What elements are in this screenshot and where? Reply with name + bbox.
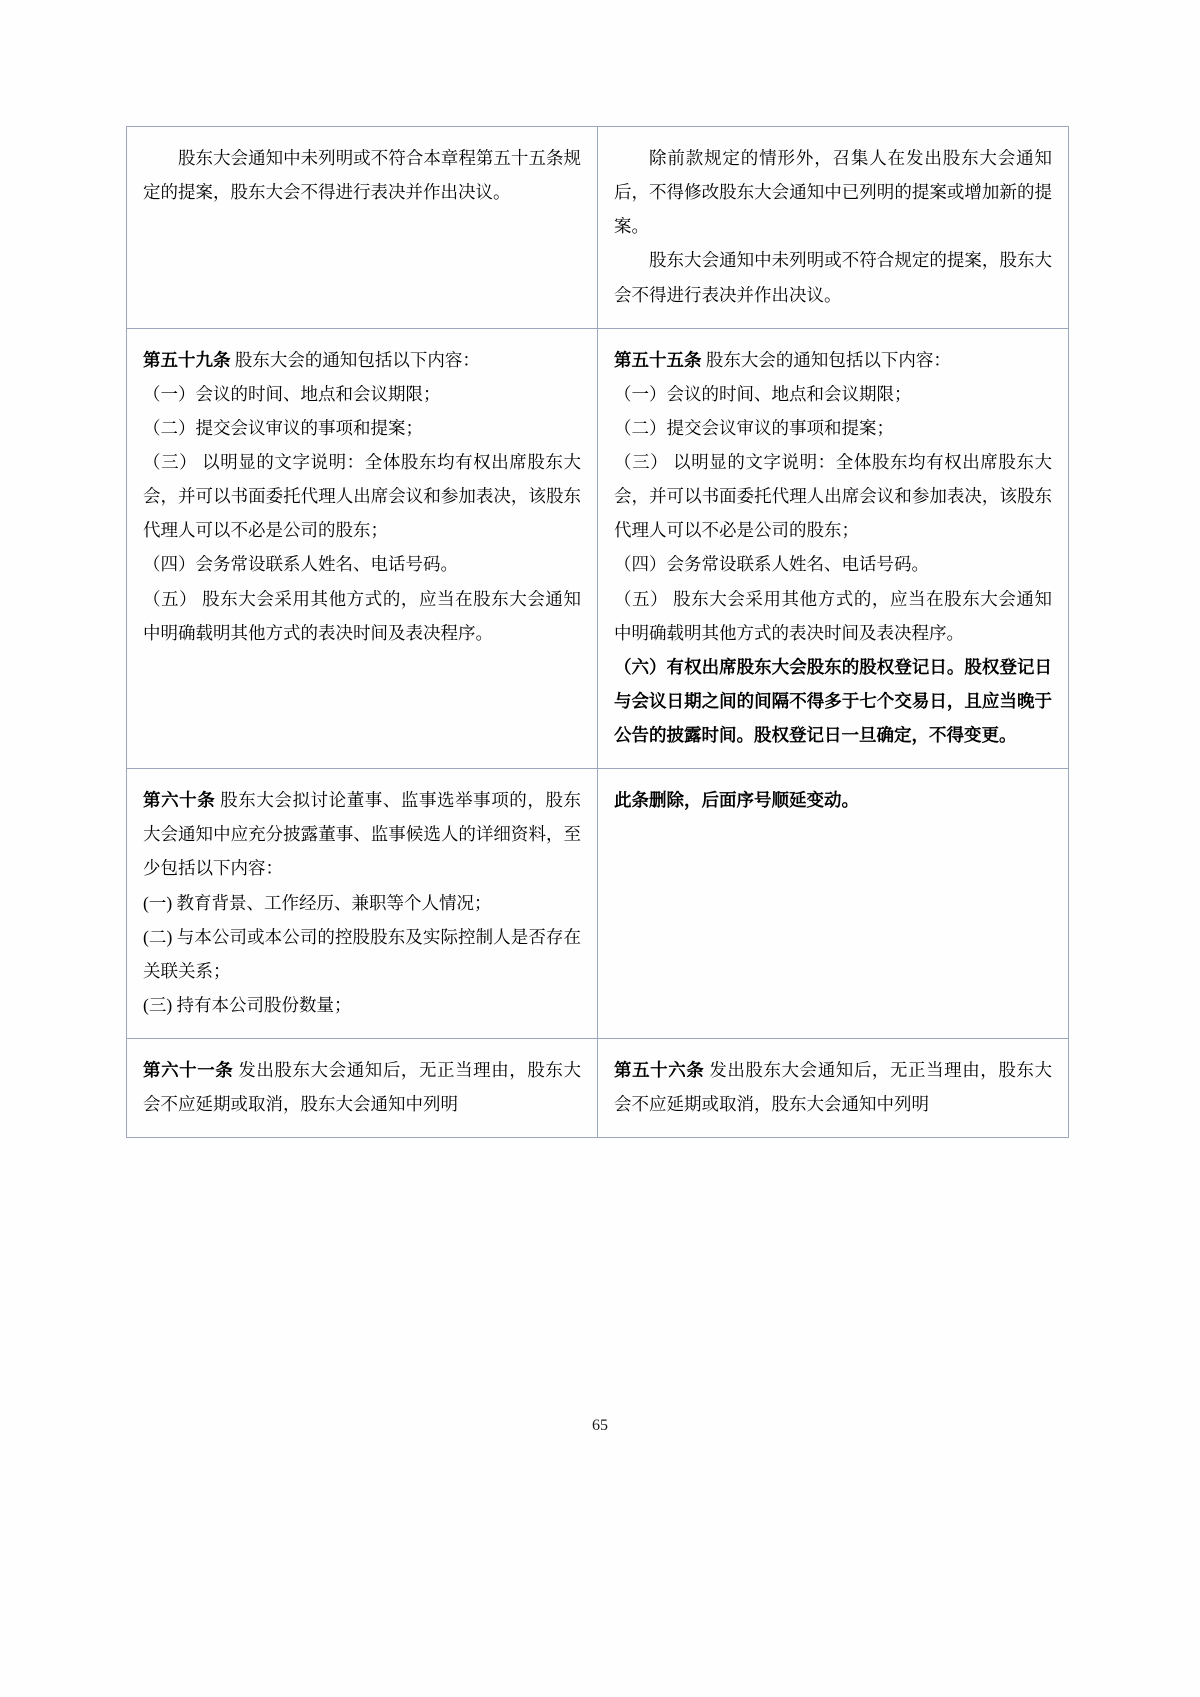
paragraph: （二）提交会议审议的事项和提案； (614, 417, 894, 438)
article-heading-paragraph (614, 1053, 1052, 1121)
article-heading-paragraph (614, 343, 1052, 377)
paragraph: （四）会务常设联系人姓名、电话号码。 (143, 554, 458, 575)
paragraph: （一）会议的时间、地点和会议期限； (143, 383, 441, 404)
table-row (127, 1039, 1069, 1138)
article-number: 第五十五条 (614, 349, 702, 370)
article-text: 股东大会的通知包括以下内容： (701, 349, 951, 370)
table-cell-left (127, 127, 598, 329)
article-text: 股东大会的通知包括以下内容： (230, 349, 480, 370)
paragraph: （三） 以明显的文字说明：全体股东均有权出席股东大会，并可以书面委托代理人出席会议和参加表决，该股东代理人可以不必是公司的股东； (614, 452, 1052, 541)
article-number: 第六十条 (143, 790, 216, 811)
article-heading-paragraph (143, 343, 581, 377)
paragraph: （五） 股东大会采用其他方式的，应当在股东大会通知中明确载明其他方式的表决时间及表决程序。 (143, 588, 581, 643)
table-cell-left (127, 769, 598, 1039)
paragraph: （一）会议的时间、地点和会议期限； (614, 383, 912, 404)
paragraph: 股东大会通知中未列明或不符合规定的提案，股东大会不得进行表决并作出决议。 (614, 250, 1052, 305)
table-row (127, 328, 1069, 769)
table-cell-right (598, 769, 1069, 1039)
paragraph: （三） 以明显的文字说明：全体股东均有权出席股东大会，并可以书面委托代理人出席会议和参加表决，该股东代理人可以不必是公司的股东； (143, 452, 581, 541)
table-cell-right (598, 127, 1069, 329)
article-text: 发出股东大会通知后，无正当理由，股东大会不应延期或取消，股东大会通知中列明 (143, 1060, 582, 1115)
article-heading-paragraph (143, 783, 581, 885)
table-cell-right (598, 1039, 1069, 1138)
comparison-table (126, 126, 1069, 1138)
table-row (127, 769, 1069, 1039)
paragraph: (二) 与本公司或本公司的控股股东及实际控制人是否存在关联关系； (143, 926, 581, 981)
article-number: 第五十九条 (143, 349, 231, 370)
page-number: 65 (592, 1417, 608, 1434)
table-cell-left (127, 328, 598, 769)
paragraph: （四）会务常设联系人姓名、电话号码。 (614, 554, 929, 575)
article-text: 股东大会拟讨论董事、监事选举事项的，股东大会通知中应充分披露董事、监事候选人的详细资料，至少包括以下内容： (143, 790, 582, 879)
article-number: 第五十六条 (614, 1060, 705, 1080)
table-row (127, 127, 1069, 329)
paragraph-highlighted: （六）有权出席股东大会股东的股权登记日。股权登记日与会议日期之间的间隔不得多于七个交易日，且应当晚于公告的披露时间。股权登记日一旦确定，不得变更。 (614, 656, 1052, 745)
article-text: 发出股东大会通知后，无正当理由，股东大会不应延期或取消，股东大会通知中列明 (614, 1060, 1053, 1115)
paragraph: 除前款规定的情形外，召集人在发出股东大会通知后，不得修改股东大会通知中已列明的提案或增加新的提案。 (614, 148, 1052, 237)
table-body (127, 127, 1069, 1138)
paragraph: (一) 教育背景、工作经历、兼职等个人情况； (143, 892, 492, 913)
paragraph: (三) 持有本公司股份数量； (143, 994, 352, 1015)
article-number: 第六十一条 (143, 1060, 234, 1080)
paragraph: 股东大会通知中未列明或不符合本章程第五十五条规定的提案，股东大会不得进行表决并作出决议。 (143, 148, 581, 203)
paragraph: （二）提交会议审议的事项和提案； (143, 417, 423, 438)
table-cell-right (598, 328, 1069, 769)
paragraph-deleted-note: 此条删除，后面序号顺延变动。 (614, 790, 859, 811)
table-cell-left (127, 1039, 598, 1138)
article-heading-paragraph (143, 1053, 581, 1121)
paragraph: （五） 股东大会采用其他方式的，应当在股东大会通知中明确载明其他方式的表决时间及表决程序。 (614, 588, 1052, 643)
